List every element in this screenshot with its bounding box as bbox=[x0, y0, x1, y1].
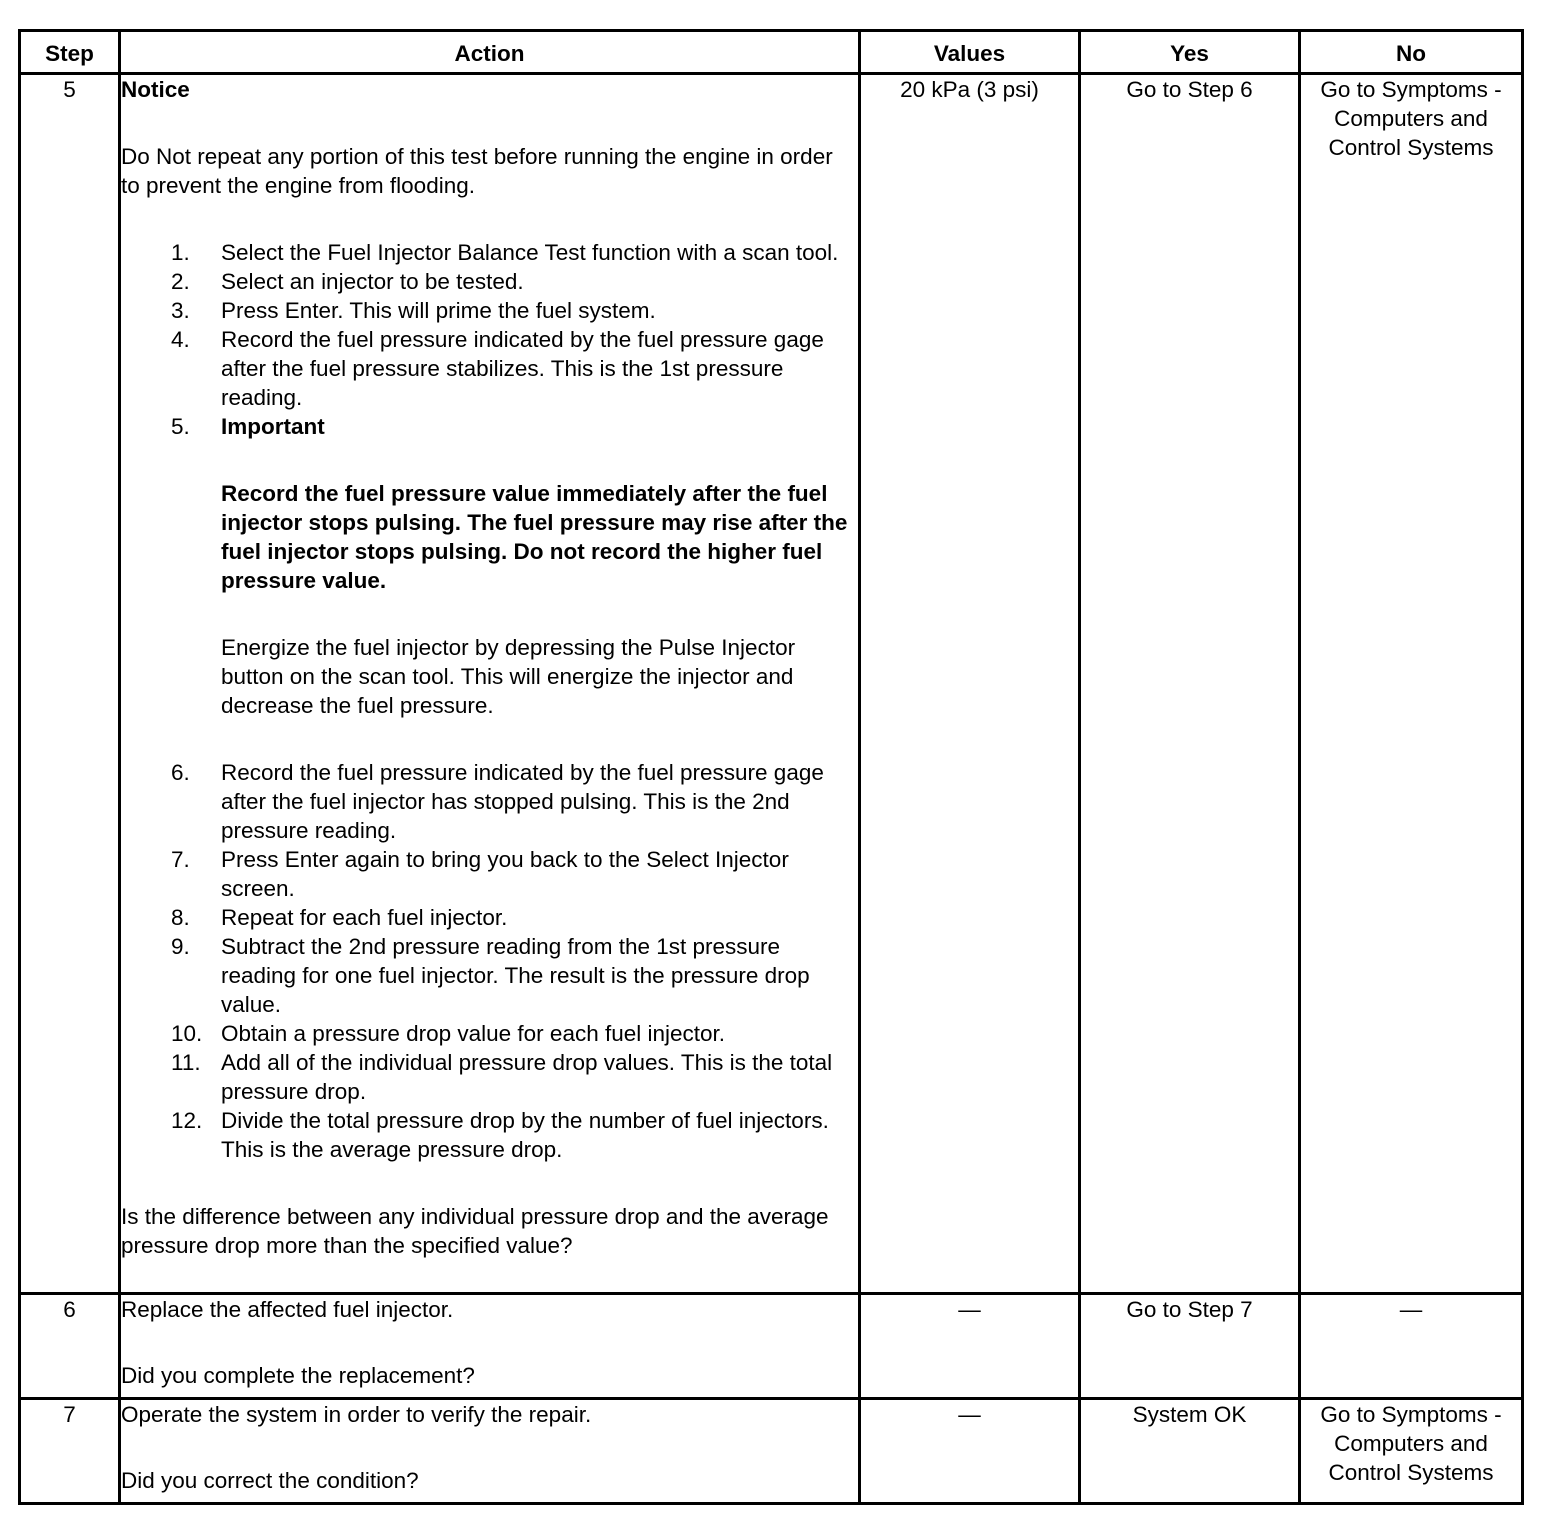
list-item: 5. Important bbox=[171, 414, 325, 439]
action-cell bbox=[120, 1294, 860, 1399]
list-item: 3. Press Enter. This will prime the fuel system. bbox=[171, 298, 656, 323]
no-cell: — bbox=[1300, 1294, 1523, 1399]
step-number: 6 bbox=[20, 1294, 120, 1399]
header-values: Values bbox=[860, 31, 1080, 74]
question-text: Did you complete the replacement? bbox=[121, 1363, 475, 1388]
table-row-step-5 bbox=[20, 74, 1523, 1294]
question-text: Is the difference between any individual pressure drop and the average pressure drop more than the specified value? bbox=[121, 1204, 829, 1258]
action-cell bbox=[120, 74, 860, 1294]
header-action: Action bbox=[120, 31, 860, 74]
table-row-step-7 bbox=[20, 1399, 1523, 1504]
yes-cell: Go to Step 6 bbox=[1080, 74, 1300, 1294]
no-cell: Go to Symptoms - Computers and Control Systems bbox=[1300, 1399, 1523, 1504]
values-cell: — bbox=[860, 1399, 1080, 1504]
list-item: 10. Obtain a pressure drop value for each fuel injector. bbox=[171, 1021, 726, 1046]
action-cell bbox=[120, 1399, 860, 1504]
values-cell: — bbox=[860, 1294, 1080, 1399]
values-cell: 20 kPa (3 psi) bbox=[860, 74, 1080, 1294]
question-text: Did you correct the condition? bbox=[121, 1468, 419, 1493]
yes-cell: System OK bbox=[1080, 1399, 1300, 1504]
diagnostic-table bbox=[18, 29, 1524, 1505]
notice-text: Do Not repeat any portion of this test before running the engine in order to prevent the engine from flooding. bbox=[121, 144, 833, 198]
list-item: 12. Divide the total pressure drop by the number of fuel injectors. This is the average pressure drop. bbox=[171, 1108, 829, 1162]
header-yes: Yes bbox=[1080, 31, 1300, 74]
list-item: 7. Press Enter again to bring you back to the Select Injector screen. bbox=[171, 847, 789, 901]
list-item: 4. Record the fuel pressure indicated by the fuel pressure gage after the fuel pressure stabilizes. This is the 1st pressure reading. bbox=[171, 327, 824, 410]
no-cell: Go to Symptoms - Computers and Control Systems bbox=[1300, 74, 1523, 1294]
yes-cell: Go to Step 7 bbox=[1080, 1294, 1300, 1399]
procedure-list bbox=[121, 238, 858, 441]
list-item: 6. Record the fuel pressure indicated by the fuel pressure gage after the fuel injector has stopped pulsing. This is the 2nd pressure reading. bbox=[171, 760, 824, 843]
instruction-text: Operate the system in order to verify the repair. bbox=[121, 1402, 592, 1427]
list-item: 9. Subtract the 2nd pressure reading from the 1st pressure reading for one fuel injector. The result is the pressure drop value. bbox=[171, 934, 810, 1017]
notice-label: Notice bbox=[121, 77, 190, 102]
header-step: Step bbox=[20, 31, 120, 74]
energize-text: Energize the fuel injector by depressing the Pulse Injector button on the scan tool. This will energize the injector and decrease the fuel pressure. bbox=[221, 635, 796, 718]
instruction-text: Replace the affected fuel injector. bbox=[121, 1297, 454, 1322]
list-item: 8. Repeat for each fuel injector. bbox=[171, 905, 508, 930]
step-number: 5 bbox=[20, 74, 120, 1294]
header-no: No bbox=[1300, 31, 1523, 74]
header-row bbox=[20, 31, 1523, 74]
list-item: 11. Add all of the individual pressure drop values. This is the total pressure drop. bbox=[171, 1050, 833, 1104]
important-text: Record the fuel pressure value immediately after the fuel injector stops pulsing. The fuel pressure may rise after the fuel injector stops pulsing. Do not record the higher fuel pressure value. bbox=[221, 481, 848, 593]
list-item: 2. Select an injector to be tested. bbox=[171, 269, 524, 294]
table-row-step-6 bbox=[20, 1294, 1523, 1399]
procedure-list-continued bbox=[121, 758, 858, 1164]
list-item: 1. Select the Fuel Injector Balance Test function with a scan tool. bbox=[171, 240, 839, 265]
step-number: 7 bbox=[20, 1399, 120, 1504]
